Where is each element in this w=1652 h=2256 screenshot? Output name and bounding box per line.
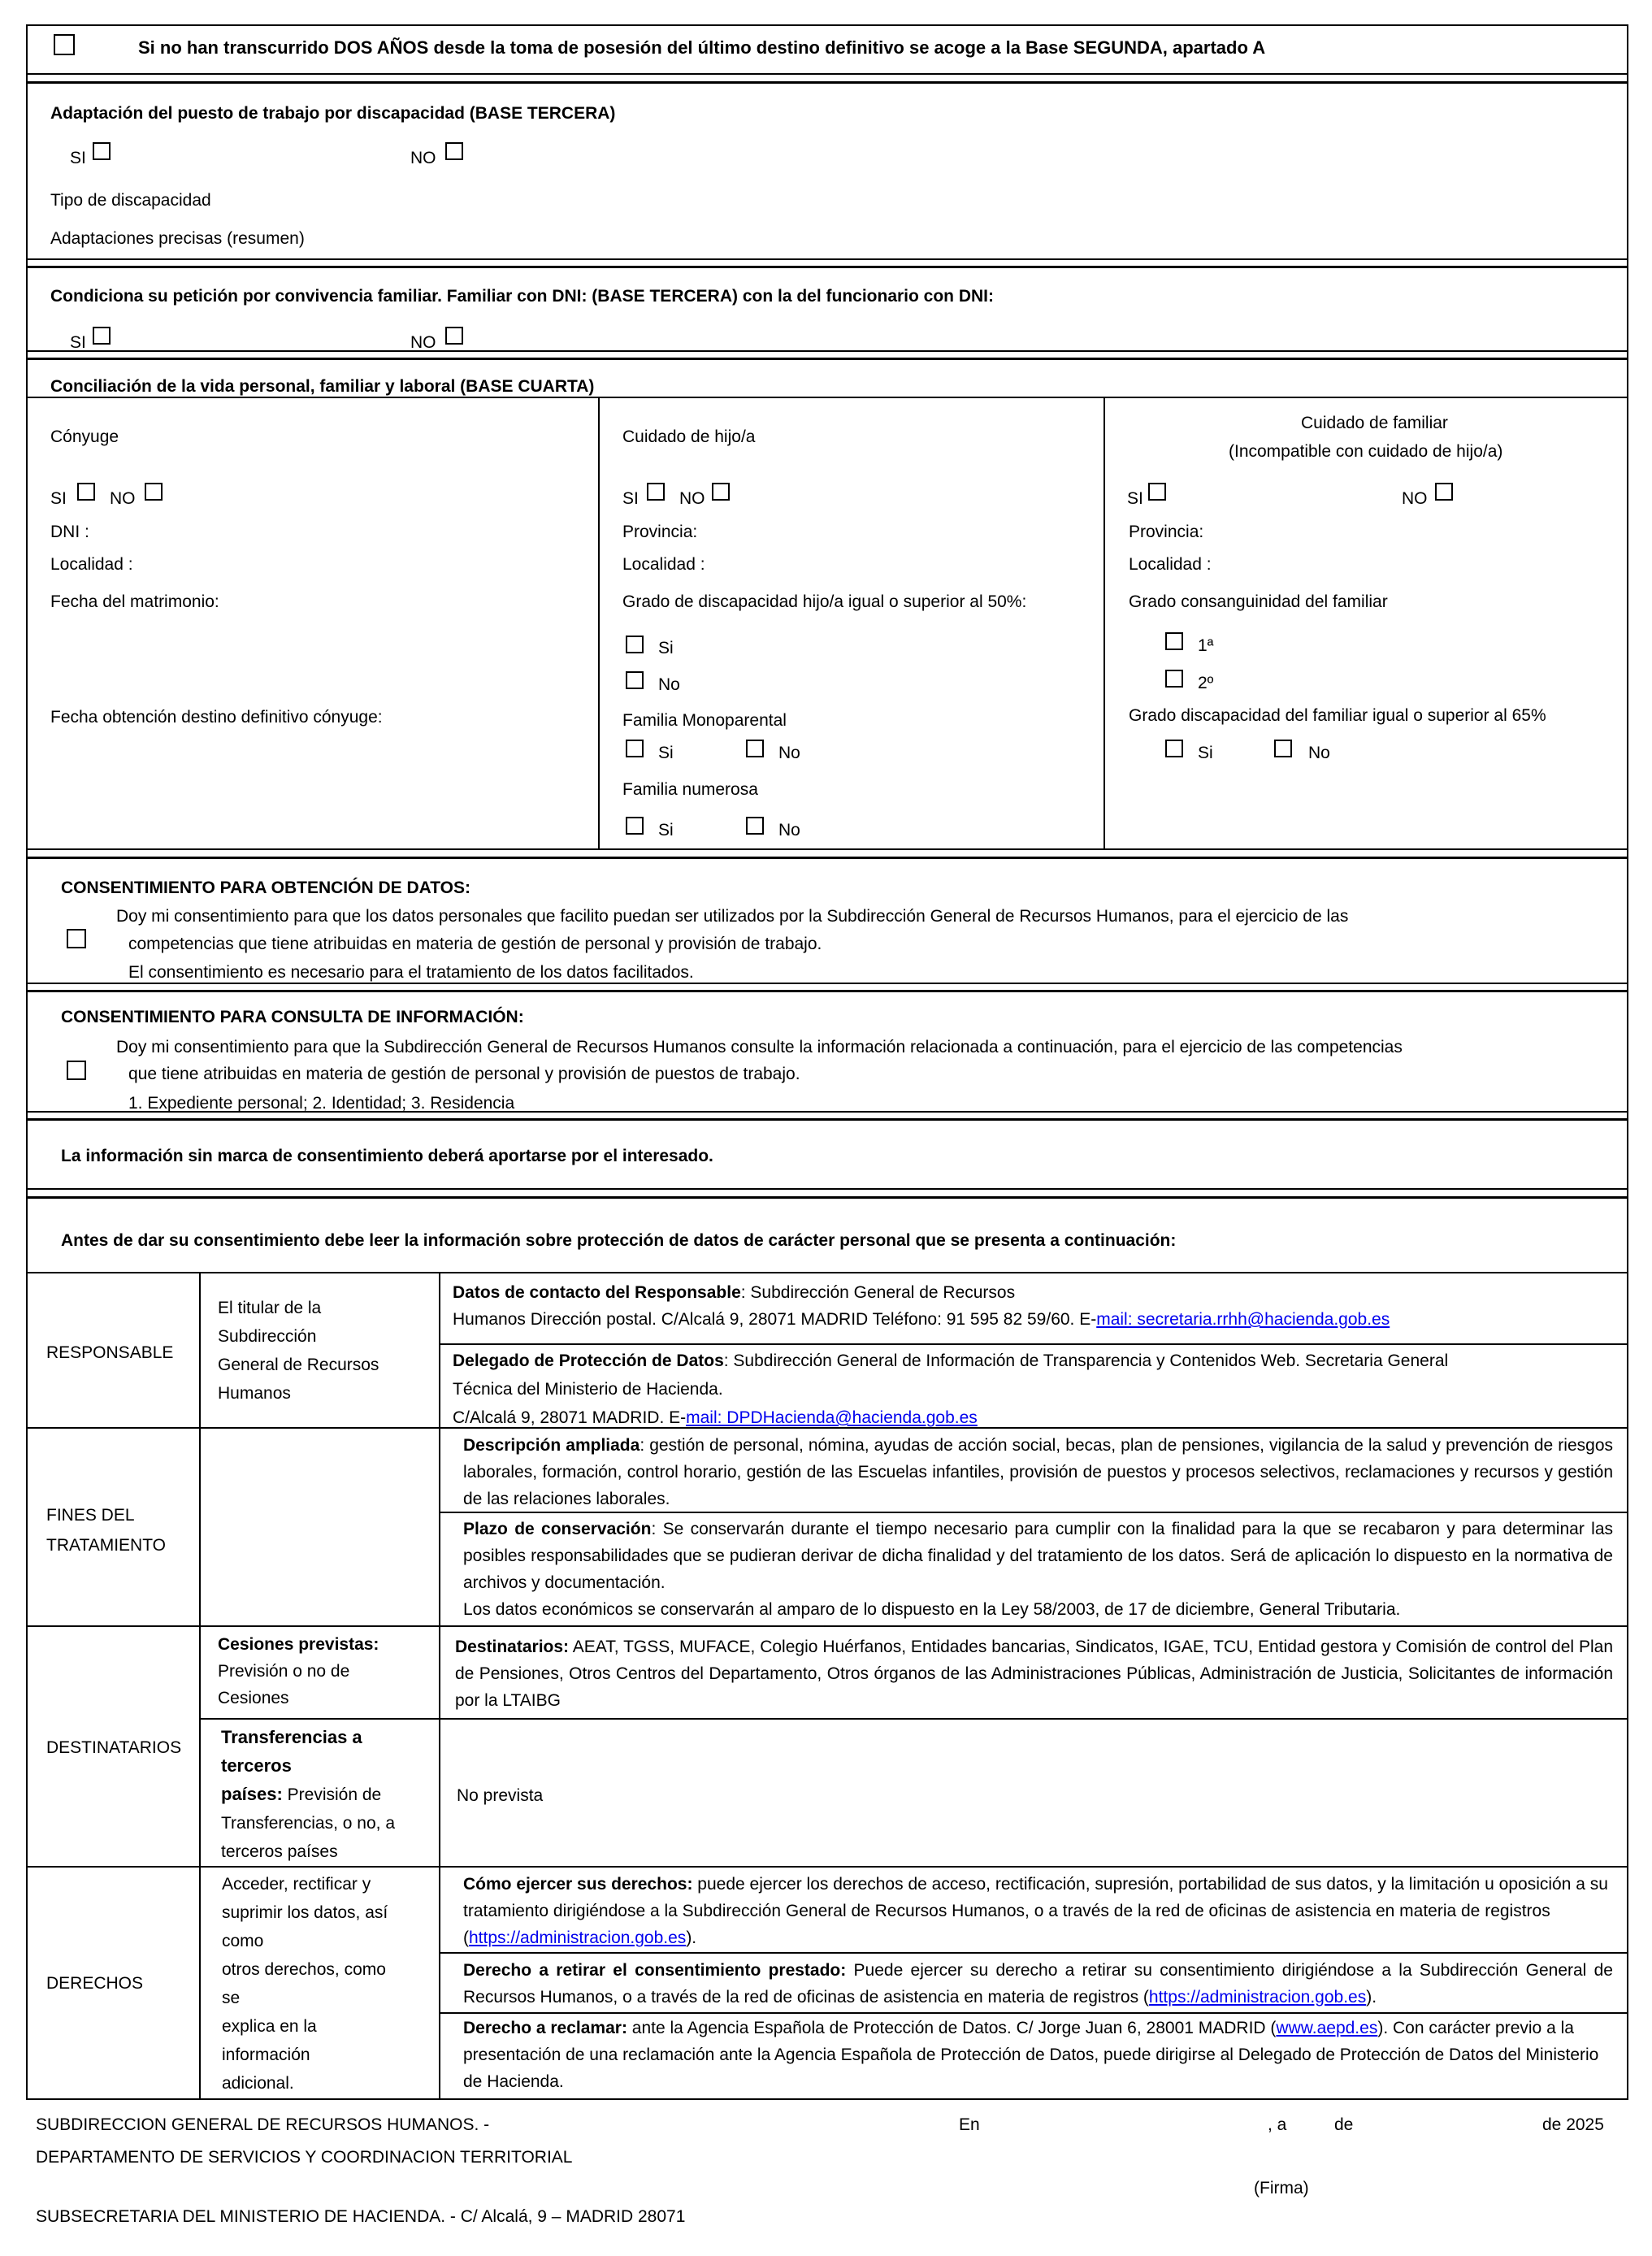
checkbox-base-segunda[interactable] [54,34,75,55]
hijo-grado-label: Grado de discapacidad hijo/a igual o superior al 50%: [622,592,1027,611]
fecha-destino-conyuge-label: Fecha obtención destino definitivo cónyuge: [50,708,383,727]
divider [26,1272,1628,1273]
adaptacion-si-label: SI [70,149,86,167]
divider [199,1718,1627,1720]
consent-consulta-line3: 1. Expediente personal; 2. Identidad; 3. Residencia [128,1094,515,1113]
column-divider [1104,398,1105,850]
divider [26,81,1628,84]
consent-datos-line3: El consentimiento es necesario para el tratamiento de los datos facilitados. [128,963,694,982]
footer-year: de 2025 [1542,2115,1604,2134]
column-divider [439,1272,440,2100]
fecha-matrimonio-label: Fecha del matrimonio: [50,592,219,611]
familiar-disc-no-checkbox[interactable] [1274,740,1292,757]
divider [26,1866,1628,1868]
familiar-header: Cuidado de familiar [1301,414,1448,432]
grado-2-checkbox[interactable] [1165,670,1183,688]
grado-1-checkbox[interactable] [1165,632,1183,650]
familiar-no-label: NO [1402,489,1428,508]
column-divider [598,398,600,850]
divider [439,1343,1627,1345]
adaptacion-no-label: NO [410,149,436,167]
divider [26,1625,1628,1627]
divider [26,2098,1628,2100]
conyuge-header: Cónyuge [50,427,119,446]
left-border [26,24,28,2100]
convivencia-si-label: SI [70,333,86,352]
familiar-disc-si-label: Si [1198,744,1213,762]
grado-1-label: 1ª [1198,636,1214,655]
hijo-header: Cuidado de hijo/a [622,427,756,446]
familiar-si-checkbox[interactable] [1148,483,1166,501]
adaptacion-no-checkbox[interactable] [445,142,463,160]
antes-consentimiento: Antes de dar su consentimiento debe leer la información sobre protección de datos de carácter personal que se presenta a continuación: [61,1231,1177,1250]
transferencias-terceros: Transferencias a terceros países: Previsión de Transferencias, o no, a terceros países [221,1727,395,1861]
hijo-provincia-label: Provincia: [622,523,698,541]
conyuge-si-label: SI [50,489,67,508]
plazo-conservacion-ley: Los datos económicos se conservarán al amparo de lo dispuesto en la Ley 58/2003, de 17 de diciembre, General Tributaria. [463,1600,1401,1619]
divider [26,990,1628,992]
hijo-localidad-label: Localidad : [622,555,705,574]
derecho-reclamar: Derecho a reclamar: ante la Agencia Española de Protección de Datos. C/ Jorge Juan 6, 28001 MADRID (www.aepd.es). Con carácter previo a la presentación de una reclamación ante la Agencia Española de Protección de Datos, puede dirigirse al Delegado de Protección de Datos del Ministerio de Hacienda. [463,2019,1599,2091]
divider [26,358,1628,360]
right-border [1627,24,1628,2100]
familiar-no-checkbox[interactable] [1435,483,1453,501]
familiar-provincia-label: Provincia: [1129,523,1204,541]
monoparental-no-checkbox[interactable] [746,740,764,757]
divider [26,857,1628,859]
footer-en-label: En [959,2115,980,2134]
footer-a-label: , a [1268,2115,1287,2134]
grado-2-label: 2º [1198,674,1214,692]
familiar-localidad-label: Localidad : [1129,555,1212,574]
no-prevista: No prevista [457,1786,544,1805]
consent-consulta-checkbox[interactable] [67,1061,86,1080]
divider [26,24,1628,26]
fines-label: FINES DEL TRATAMIENTO [46,1506,166,1555]
consent-consulta-line2: que tiene atribuidas en materia de gestión de personal y provisión de puestos de trabajo. [128,1065,800,1083]
footer-departamento: DEPARTAMENTO DE SERVICIOS Y COORDINACION TERRITORIAL [36,2148,573,2167]
numerosa-label: Familia numerosa [622,780,758,799]
convivencia-no-label: NO [410,333,436,352]
familiar-disc-no-label: No [1308,744,1330,762]
tipo-discapacidad-label: Tipo de discapacidad [50,191,211,210]
footer-subsecretaria: SUBSECRETARIA DEL MINISTERIO DE HACIENDA. - C/ Alcalá, 9 – MADRID 28071 [36,2207,686,2226]
destinatarios-label: DESTINATARIOS [46,1738,182,1757]
convivencia-si-checkbox[interactable] [93,327,111,345]
derechos-mid: Acceder, rectificar y suprimir los datos, así como otros derechos, como se explica en la información adicional. [222,1875,388,2093]
monoparental-no-label: No [778,744,800,762]
divider [26,73,1628,75]
conciliacion-title: Conciliación de la vida personal, familiar y laboral (BASE CUARTA) [50,377,595,396]
footer-subdireccion: SUBDIRECCION GENERAL DE RECURSOS HUMANOS. - [36,2115,490,2134]
consent-datos-line2: competencias que tiene atribuidas en materia de gestión de personal y provisión de trabajo. [128,935,822,953]
hijo-grado-si-label: Si [658,639,674,657]
hijo-no-label: NO [679,489,705,508]
hijo-grado-si-checkbox[interactable] [626,636,644,653]
divider [26,258,1628,260]
link-aepd[interactable]: www.aepd.es [1276,2019,1378,2037]
delegado-proteccion-datos: Delegado de Protección de Datos: Subdirección General de Información de Transparencia y Contenidos Web. Secretaria General Técnica del Ministerio de Hacienda. C/Alcalá 9, 28071 MADRID. E-mail: DPDHacienda@hacienda.gob.es [453,1351,1449,1427]
numerosa-no-checkbox[interactable] [746,817,764,835]
divider [26,1196,1628,1199]
familiar-subheader: (Incompatible con cuidado de hijo/a) [1229,442,1503,461]
divider [439,2012,1627,2014]
grado-discapacidad-familiar-label: Grado discapacidad del familiar igual o superior al 65% [1129,706,1546,725]
conyuge-si-checkbox[interactable] [77,483,95,501]
conyuge-no-label: NO [110,489,136,508]
descripcion-ampliada: Descripción ampliada: gestión de personal, nómina, ayudas de acción social, becas, plan de pensiones, vigilancia de la salud y prevención de riesgos laborales, formación, control horario, gestión de las Escuelas infantiles, provisión de puestos y procesos selectivos, reclamaciones y recursos y gestión de las relaciones laborales. [463,1436,1613,1508]
adaptacion-si-checkbox[interactable] [93,142,111,160]
familiar-disc-si-checkbox[interactable] [1165,740,1183,757]
link-administracion[interactable]: https://administracion.gob.es [1148,1988,1367,2007]
consent-consulta-line1: Doy mi consentimiento para que la Subdirección General de Recursos Humanos consulte la información relacionada a continuación, para el ejercicio de las competencias [116,1038,1403,1056]
conyuge-dni-label: DNI : [50,523,89,541]
conyuge-localidad-label: Localidad : [50,555,133,574]
destinatarios-text: Destinatarios: AEAT, TGSS, MUFACE, Colegio Huérfanos, Entidades bancarias, Sindicatos, IGAE, TCU, Entidad gestora y Comisión de control del Plan de Pensiones, Otros Centros del Departamento, Otros órganos de las Administraciones Públicas, Administración de Justicia, Solicitantes de información por la LTAIBG [455,1638,1613,1710]
hijo-si-checkbox[interactable] [647,483,665,501]
consent-datos-line1: Doy mi consentimiento para que los datos personales que facilito puedan ser utilizados por la Subdirección General de Recursos Humanos, para el ejercicio de las [116,907,1349,926]
footer-de-label: de [1334,2115,1354,2134]
monoparental-si-checkbox[interactable] [626,740,644,757]
link-administracion[interactable]: https://administracion.gob.es [469,1928,687,1947]
footer-firma: (Firma) [1254,2179,1309,2197]
convivencia-title: Condiciona su petición por convivencia familiar. Familiar con DNI: (BASE TERCERA) con la del funcionario con DNI: [50,287,994,306]
como-ejercer-derechos: Cómo ejercer sus derechos: puede ejercer los derechos de acceso, rectificación, supresión, portabilidad de sus datos, y la limitación u oposición a su tratamiento dirigiéndose a la Subdirección General de Recursos Humanos, o a través de la red de oficinas de asistencia en materia de registros (https://administracion.gob.es). [463,1875,1608,1947]
datos-contacto-responsable: Datos de contacto del Responsable: Subdirección General de Recursos Humanos Dirección postal. C/Alcalá 9, 28071 MADRID Teléfono: 91 595 82 59/60. E-mail: secretaria.rrhh@hacienda.gob.es [453,1283,1390,1329]
convivencia-no-checkbox[interactable] [445,327,463,345]
divider [26,1118,1628,1121]
consent-datos-checkbox[interactable] [67,929,86,948]
consent-datos-title: CONSENTIMIENTO PARA OBTENCIÓN DE DATOS: [61,879,471,897]
numerosa-si-checkbox[interactable] [626,817,644,835]
numerosa-no-label: No [778,821,800,839]
email-link-dpd[interactable]: mail: DPDHacienda@hacienda.gob.es [686,1408,978,1427]
familiar-si-label: SI [1127,489,1143,508]
grado-consanguinidad-label: Grado consanguinidad del familiar [1129,592,1388,611]
cesiones-previstas: Cesiones previstas: Previsión o no de Cesiones [218,1635,379,1707]
responsable-label: RESPONSABLE [46,1343,174,1362]
derechos-label: DERECHOS [46,1974,144,1993]
info-sin-marca: La información sin marca de consentimiento deberá aportarse por el interesado. [61,1147,713,1165]
hijo-grado-no-label: No [658,675,680,694]
adaptaciones-label: Adaptaciones precisas (resumen) [50,229,305,248]
hijo-grado-no-checkbox[interactable] [626,671,644,689]
email-link-secretaria[interactable]: mail: secretaria.rrhh@hacienda.gob.es [1096,1310,1390,1329]
divider [439,1952,1627,1954]
responsable-mid: El titular de la Subdirección General de Recursos Humanos [218,1299,379,1403]
numerosa-si-label: Si [658,821,674,839]
plazo-conservacion: Plazo de conservación: Se conservarán durante el tiempo necesario para cumplir con la finalidad para la que se recabaron y para determinar las posibles responsabilidades que se pudieran derivar de dicha finalidad y del tratamiento de los datos. Será de aplicación lo dispuesto en la normativa de archivos y documentación. [463,1520,1614,1592]
hijo-no-checkbox[interactable] [712,483,730,501]
divider [26,848,1628,850]
monoparental-si-label: Si [658,744,674,762]
derecho-retirar-consentimiento: Derecho a retirar el consentimiento prestado: Puede ejercer su derecho a retirar su consentimiento dirigiéndose a la Subdirección General de Recursos Humanos, o a través de la red de oficinas de asistencia en materia de registros (https://administracion.gob.es). [463,1961,1613,2007]
base-segunda-label: Si no han transcurrido DOS AÑOS desde la toma de posesión del último destino definitivo se acoge a la Base SEGUNDA, apartado A [138,37,1266,58]
divider [26,266,1628,268]
divider [26,1188,1628,1190]
divider [26,350,1628,352]
consent-consulta-title: CONSENTIMIENTO PARA CONSULTA DE INFORMACIÓN: [61,1008,524,1026]
monoparental-label: Familia Monoparental [622,711,787,730]
column-divider [199,1272,201,2100]
hijo-si-label: SI [622,489,639,508]
adaptacion-title: Adaptación del puesto de trabajo por discapacidad (BASE TERCERA) [50,104,616,123]
conyuge-no-checkbox[interactable] [145,483,163,501]
